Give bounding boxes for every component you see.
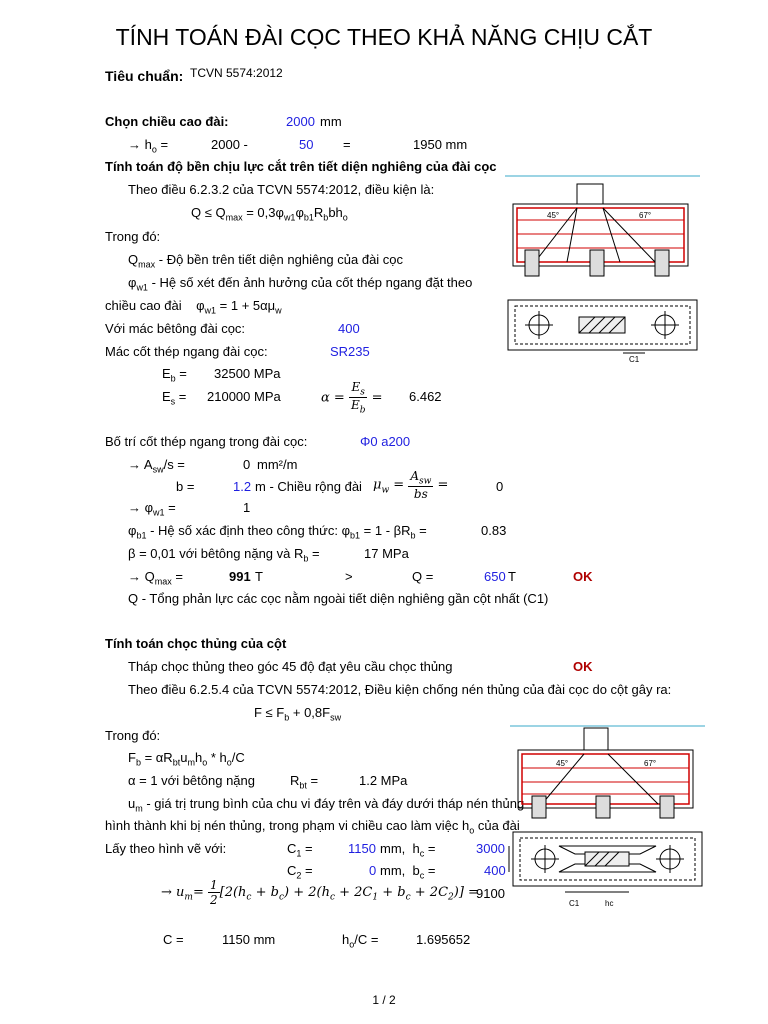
punch-where: Trong đó: bbox=[105, 728, 161, 743]
asw-value: 0 bbox=[243, 457, 251, 472]
shear-ok: OK bbox=[573, 569, 593, 584]
pile-cap-plan-1 bbox=[505, 297, 700, 372]
c1-tag-2: C1 bbox=[569, 899, 580, 908]
angle-right-1: 67° bbox=[639, 211, 652, 220]
rbt-label: $R_{bt}$ = bbox=[290, 773, 319, 791]
um-desc2: hình thành khi bị nén thủng, trong phạm vi chiều cao làm việc $h_o$ của đài bbox=[105, 818, 520, 836]
shear-formula: $Q \le Q_{max} = 0,3\varphi_{w1}\varphi_{b1}R_bbh_o$ bbox=[191, 205, 348, 223]
standard-label: Tiêu chuẩn: bbox=[105, 68, 184, 84]
punch-ok: OK bbox=[573, 659, 593, 674]
hc-tag: hc bbox=[605, 899, 614, 908]
alpha-desc: α = 1 với bêtông nặng bbox=[128, 773, 255, 788]
qmax-value: 991 bbox=[229, 569, 251, 584]
angle-left-2: 45° bbox=[556, 759, 569, 768]
bc-value: 400 bbox=[484, 863, 506, 878]
c2-label: $C_2$ = bbox=[287, 863, 313, 881]
c-label: C = bbox=[163, 932, 184, 947]
hoc-label: $h_o/C$ = bbox=[342, 932, 379, 950]
ho-a: 2000 - bbox=[211, 137, 248, 152]
phiw1-formula: chiều cao đài $\varphi_{w1} = 1 + 5\alpha\mu_w$ bbox=[105, 298, 282, 316]
c1-value: 1150 bbox=[348, 841, 376, 856]
b-label: b = bbox=[176, 479, 195, 494]
q-value: 650 bbox=[484, 569, 506, 584]
hc-label: mm, $h_c$ = bbox=[380, 841, 436, 859]
asw-label: → $A_{sw}/s$ = bbox=[128, 457, 185, 475]
beta-desc: β = 0,01 với bêtông nặng và $R_b$ = bbox=[128, 546, 320, 564]
standard-value: TCVN 5574:2012 bbox=[190, 66, 283, 80]
ho-b: 50 bbox=[299, 137, 314, 152]
b-desc: m - Chiều rộng đài bbox=[255, 479, 362, 494]
mu-value: 0 bbox=[496, 479, 504, 494]
alpha-value: 6.462 bbox=[409, 389, 442, 404]
eb-value: 32500 MPa bbox=[214, 366, 281, 381]
phiw1-label: → $\varphi_{w1}$ = bbox=[128, 500, 176, 518]
q-unit: T bbox=[508, 569, 516, 584]
height-value: 2000 bbox=[286, 114, 315, 129]
c-value: 1150 mm bbox=[222, 932, 276, 947]
pile-cap-elevation-1 bbox=[505, 172, 700, 282]
rb-value: 17 MPa bbox=[364, 546, 409, 561]
ho-result: 1950 mm bbox=[413, 137, 468, 152]
height-unit: mm bbox=[320, 114, 342, 129]
c2-value: 0 bbox=[369, 863, 377, 878]
pile-cap-plan-2 bbox=[505, 828, 705, 920]
hoc-value: 1.695652 bbox=[416, 932, 471, 947]
angle-left-1: 45° bbox=[547, 211, 560, 220]
page-number: 1 / 2 bbox=[372, 993, 396, 1007]
phib1-desc: $\varphi_{b1}$ - Hệ số xác định theo công thức: $\varphi_{b1} = 1 - \beta R_b$ = bbox=[128, 523, 427, 541]
ho-eq: = bbox=[343, 137, 351, 152]
es-value: 210000 MPa bbox=[207, 389, 281, 404]
punch-heading: Tính toán chọc thủng của cột bbox=[105, 636, 287, 651]
phiw1-value: 1 bbox=[243, 500, 251, 515]
angle-right-2: 67° bbox=[644, 759, 657, 768]
fb-formula: $F_b = \alpha R_{bt}u_mh_o * h_o/C$ bbox=[128, 750, 245, 768]
layout-label: Bố trí cốt thép ngang trong đài cọc: bbox=[105, 434, 308, 449]
asw-unit: mm²/m bbox=[257, 457, 298, 472]
rbt-value: 1.2 MPa bbox=[359, 773, 408, 788]
qmax-desc: $Q_{max}$ - Độ bền trên tiết diện nghiêng của đài cọc bbox=[128, 252, 404, 270]
concrete-value: 400 bbox=[338, 321, 360, 336]
shear-heading: Tính toán độ bền chịu lực cắt trên tiết diện nghiêng của đài cọc bbox=[105, 159, 497, 174]
shear-where: Trong đó: bbox=[105, 229, 161, 244]
bc-label: mm, $b_c$ = bbox=[380, 863, 436, 881]
qmax-label: → $Q_{max}$ = bbox=[128, 569, 183, 587]
eb-label: $E_b$ = bbox=[162, 366, 187, 384]
hc-value: 3000 bbox=[476, 841, 505, 856]
qmax-unit: T bbox=[255, 569, 263, 584]
um-value: 9100 bbox=[476, 886, 505, 901]
q-label: Q = bbox=[412, 569, 434, 584]
layout-value: Φ0 a200 bbox=[360, 434, 411, 449]
page-title: TÍNH TOÁN ĐÀI CỌC THEO KHẢ NĂNG CHỊU CẮT bbox=[115, 24, 653, 50]
gt-sign: > bbox=[345, 569, 353, 584]
es-label: $E_s$ = bbox=[162, 389, 187, 407]
concrete-label: Với mác bêtông đài cọc: bbox=[105, 321, 246, 336]
b-value: 1.2 bbox=[233, 479, 252, 494]
mu-formula: $\mu_w$ = $\frac{A_{sw}}{bs}$ = bbox=[373, 469, 449, 502]
c1-label: $C_1$ = bbox=[287, 841, 313, 859]
q-desc: Q - Tổng phản lực các cọc nằm ngoài tiết diện nghiêng gần cột nhất (C1) bbox=[128, 591, 549, 606]
punch-clause: Theo điều 6.2.5.4 của TCVN 5574:2012, Điều kiện chống nén thủng của đài cọc do cột gây ra: bbox=[128, 682, 672, 697]
um-desc: $u_m$ - giá trị trung bình của chu vi đáy trên và đáy dưới tháp nén thủng bbox=[128, 796, 525, 814]
punch-formula: $F \le F_b + 0,8F_{sw}$ bbox=[254, 705, 342, 723]
take-label: Lấy theo hình vẽ với: bbox=[105, 841, 227, 856]
shear-clause: Theo điều 6.2.3.2 của TCVN 5574:2012, điều kiện là: bbox=[128, 182, 435, 197]
pile-cap-elevation-2 bbox=[510, 722, 705, 822]
alpha-formula: α = $\frac{E_s}{E_b}$ = bbox=[321, 380, 383, 416]
c1-tag-1: C1 bbox=[629, 355, 640, 364]
phib1-value: 0.83 bbox=[481, 523, 507, 538]
phiw1-desc: $\varphi_{w1}$ - Hệ số xét đến ảnh hưởng của cốt thép ngang đặt theo bbox=[128, 275, 473, 293]
ho-label: → $h_o$ = bbox=[128, 137, 169, 155]
steel-label: Mác cốt thép ngang đài cọc: bbox=[105, 344, 268, 359]
steel-value: SR235 bbox=[330, 344, 370, 359]
punch-tower: Tháp chọc thủng theo góc 45 độ đạt yêu cầu chọc thủng bbox=[128, 659, 453, 674]
height-label: Chọn chiều cao đài: bbox=[105, 114, 229, 129]
um-formula: → $u_m=$ $\frac{1}{2}$ $[2(h_c + b_c) + 2(h_c + 2C_1 + b_c + 2C_2)]$ = bbox=[161, 878, 479, 907]
